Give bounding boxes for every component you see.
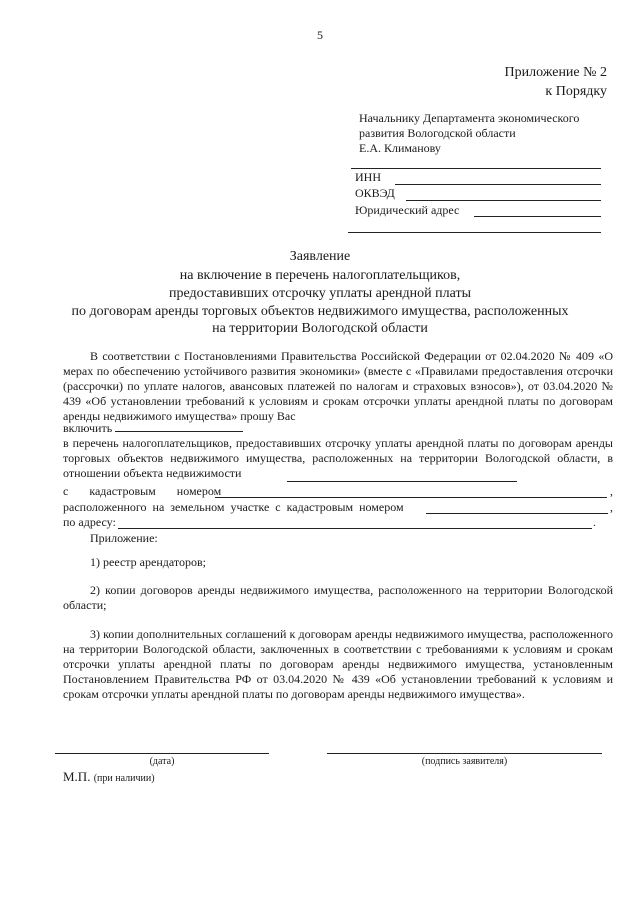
title-line-4: по договорам аренды торговых объектов недвижимого имущества, расположенных [71,304,569,319]
okved-label: ОКВЭД [355,186,395,200]
include-label: включить [63,421,113,435]
address-label: по адресу: [63,515,116,529]
date-input-line[interactable] [55,753,269,754]
title-line-3: предоставивших отсрочку уплаты арендной платы [168,286,472,301]
comma: , [610,484,613,498]
title-line-5: на территории Вологодской области [212,321,428,336]
legal-address-label: Юридический адрес [355,203,460,217]
okved-input-line[interactable] [406,200,601,201]
attachment-item-1: 1) реестр арендаторов; [90,555,206,569]
property-object-input-line[interactable] [287,481,517,482]
body-paragraph-1: В соответствии с Постановлениями Правительства Российской Федерации от 02.04.2020 № 409 «О мерах по обеспечению устойчивого развития экономики» (вместе с «Правилами предоставления отсрочки (рассрочки) по уплате налогов, авансовых платежей по налогам и страховых взносов»), от 03.04.2020 № 439 «Об установлении требований к условиям и срокам отсрочки уплаты арендной платы по договорам аренды недвижимого имущества» прошу Вас [63,349,613,423]
blank-line-applicant[interactable] [351,168,601,169]
addressee-line-3: Е.А. Климанову [359,141,441,155]
attachment-item-2: 2) копии договоров аренды недвижимого имущества, расположенного на территории Вологодской области; [63,583,613,612]
appendix-subtitle: к Порядку [545,84,607,99]
signature-caption: (подпись заявителя) [421,756,508,767]
body-paragraph-2: в перечень налогоплательщиков, предоставивших отсрочку уплаты арендной платы по договорам аренды торговых объектов недвижимого имущества, расположенных на территории Вологодской области, в отношении объекта недвижимости [63,436,613,480]
attachment-header: Приложение: [90,531,158,545]
cadastral-label: с кадастровым номером [63,484,222,498]
title-line-2: на включение в перечень налогоплательщиков, [179,268,461,283]
inn-input-line[interactable] [395,184,601,185]
land-cadastral-input-line[interactable] [426,513,608,514]
seal-placeholder [63,769,155,785]
page-number: 5 [317,28,323,42]
addressee-line-2: развития Вологодской области [359,126,516,140]
appendix-title: Приложение № 2 [504,65,607,80]
comma: , [610,500,613,514]
land-plot-label: расположенного на земельном участке с кадастровым номером [63,500,404,514]
date-caption: (дата) [149,756,175,767]
addressee-line-1: Начальнику Департамента экономического [359,111,580,125]
document-title: Заявление [289,249,351,264]
include-input-line[interactable] [115,431,243,432]
period: . [593,515,596,529]
signature-input-line[interactable] [327,753,602,754]
legal-address-input-line[interactable] [474,216,601,217]
inn-label: ИНН [355,170,381,184]
seal-note: (при наличии) [93,773,155,784]
attachment-item-3: 3) копии дополнительных соглашений к договорам аренды недвижимого имущества, расположенного на территории Вологодской области, заключенных в соответствии с требованиями к условиям и срокам отсрочки уплаты арендной платы по договорам аренды недвижимого имущества, установленным Постановлением Правительства РФ от 03.04.2020 № 439 «Об установлении требований к условиям и срокам отсрочки уплаты арендной платы по договорам аренды недвижимого имущества». [63,627,613,701]
legal-address-input-line-2[interactable] [348,232,601,233]
cadastral-input-line[interactable] [215,497,607,498]
address-input-line[interactable] [118,528,592,529]
seal-label: М.П. [63,769,91,784]
